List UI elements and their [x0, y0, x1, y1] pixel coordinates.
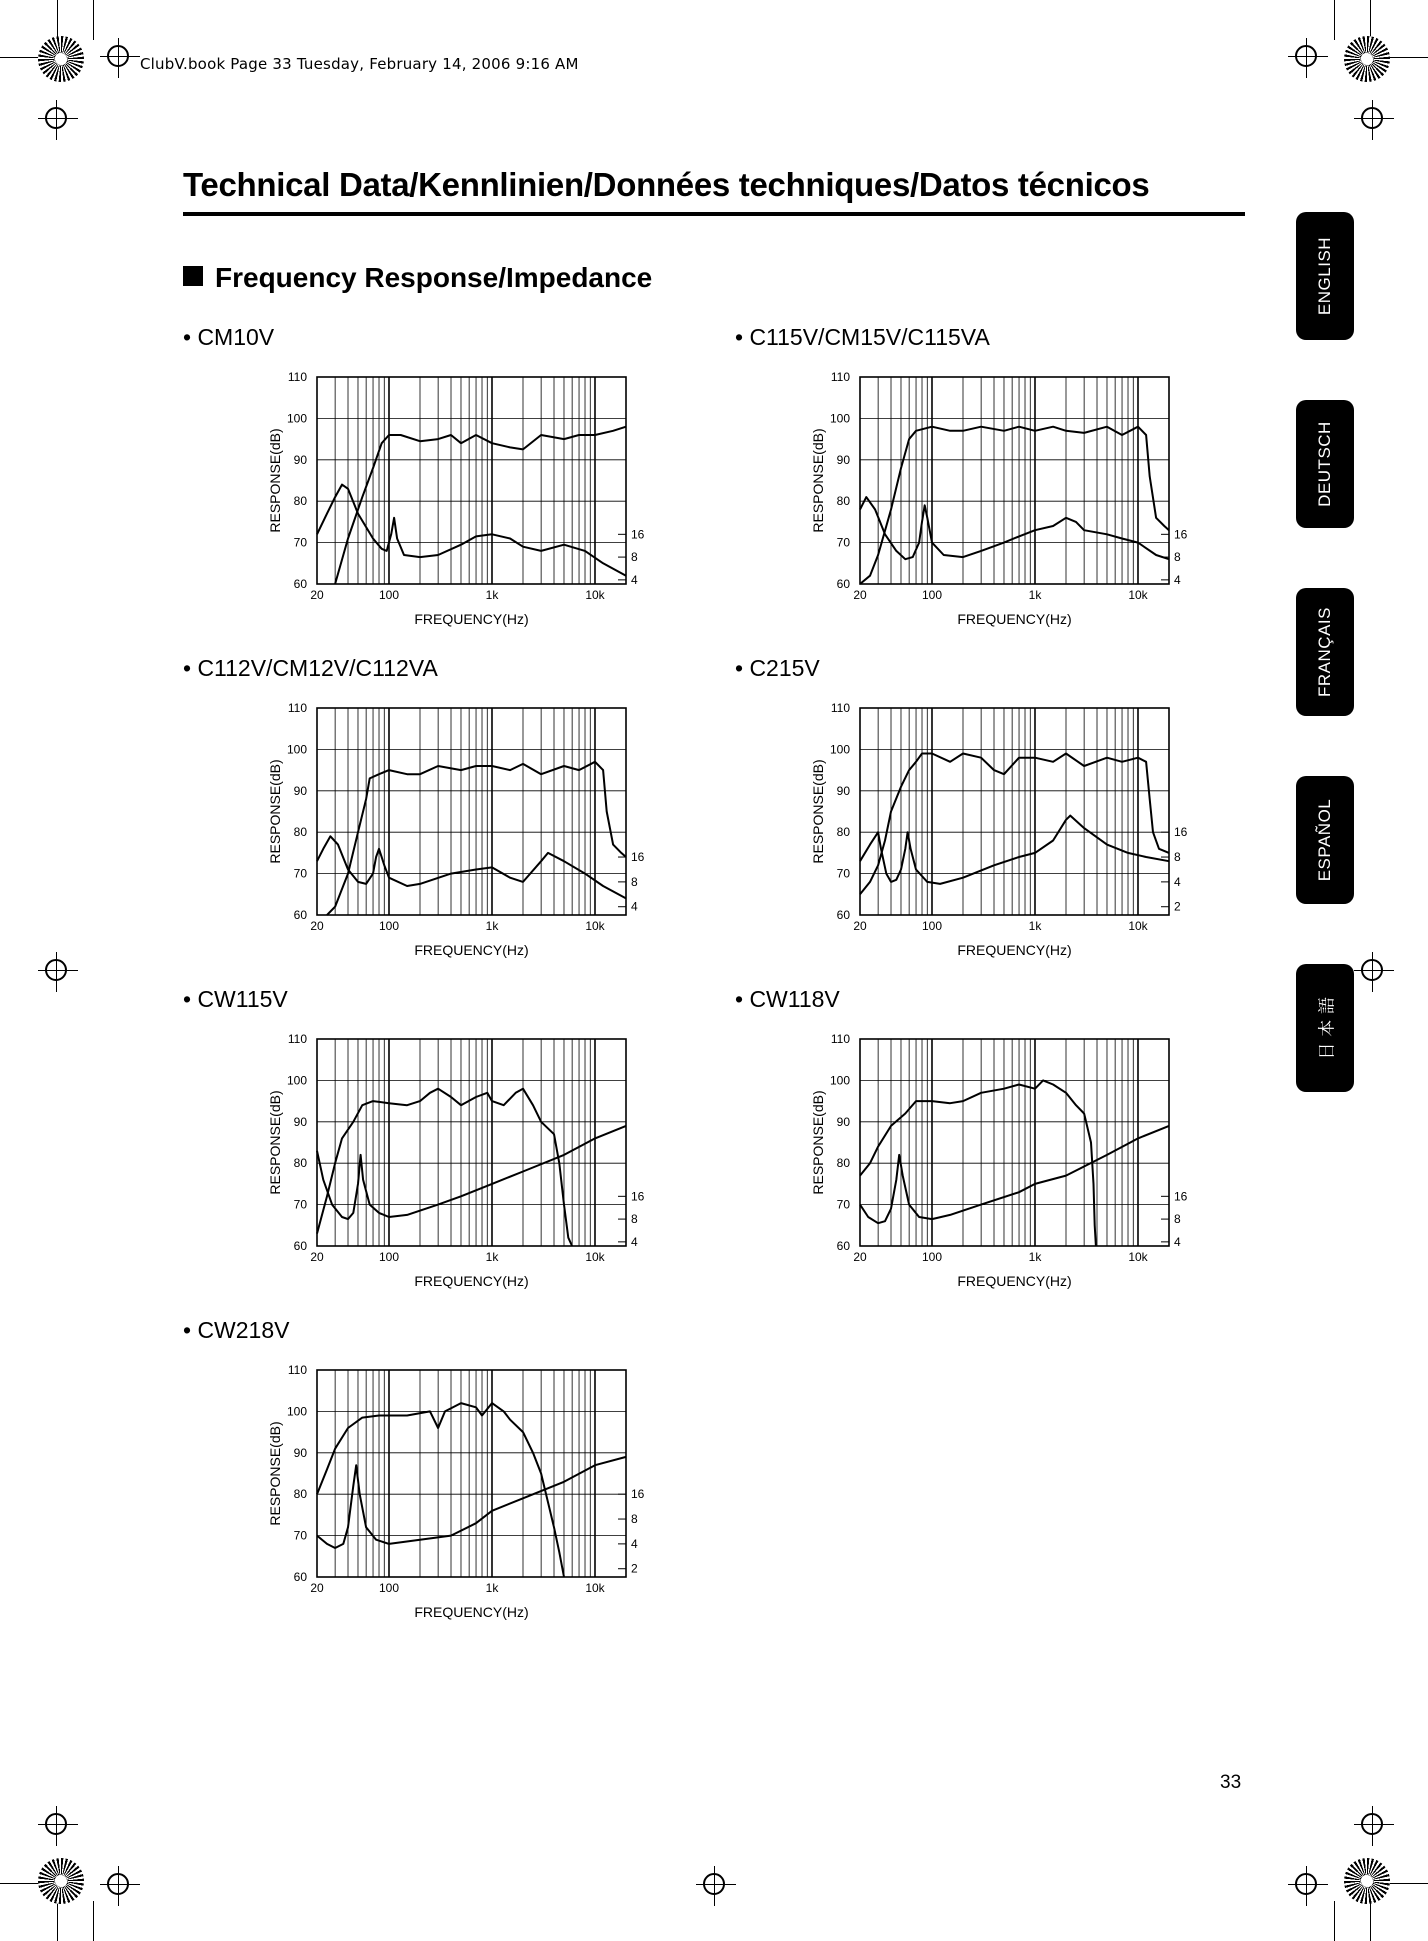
y-tick-label: 100	[286, 1073, 307, 1088]
crop-mark	[1388, 1883, 1428, 1884]
crop-mark	[0, 1883, 40, 1884]
tab-japanese[interactable]	[1296, 964, 1354, 1092]
section-heading	[183, 262, 652, 294]
y-tick-label: 70	[836, 866, 850, 881]
impedance-tick-label: 8	[1174, 550, 1181, 565]
print-header: ClubV.book Page 33 Tuesday, February 14, 2006 9:16 AM	[140, 55, 579, 73]
tab-label: ESPAÑOL	[1315, 798, 1334, 882]
square-bullet-icon	[183, 266, 203, 286]
crop-mark	[1370, 0, 1371, 40]
frequency-response-line	[860, 427, 1169, 584]
impedance-tick-label: 8	[631, 1212, 638, 1227]
x-tick-label: 20	[310, 1250, 324, 1264]
chart-cw115v	[260, 1024, 660, 1296]
impedance-tick-label: 4	[631, 899, 638, 914]
impedance-tick-label: 4	[631, 1234, 638, 1249]
y-tick-label: 60	[293, 1570, 307, 1584]
x-tick-label: 1k	[1028, 919, 1042, 933]
x-tick-label: 10k	[585, 1581, 605, 1595]
y-tick-label: 70	[293, 866, 307, 881]
impedance-tick-label: 8	[631, 550, 638, 565]
y-tick-label: 100	[286, 1404, 307, 1419]
y-tick-label: 110	[287, 701, 307, 715]
impedance-tick-label: 2	[1174, 899, 1181, 914]
registration-mark-icon	[1295, 45, 1317, 67]
y-tick-label: 60	[836, 577, 850, 591]
chart-c215v	[803, 693, 1203, 965]
impedance-tick-label: 16	[631, 1189, 645, 1204]
y-tick-label: 90	[293, 1114, 307, 1129]
y-axis-label: RESPONSE(dB)	[810, 1090, 826, 1195]
x-tick-label: 10k	[1128, 588, 1148, 602]
chart-label-cm10v: • CM10V	[183, 324, 275, 350]
y-tick-label: 110	[830, 1032, 850, 1046]
chart-label-c215v: • C215V	[735, 655, 820, 681]
chart-label-cw118v: • CW118V	[735, 986, 840, 1012]
sunburst-mark-icon	[1344, 36, 1390, 82]
sunburst-mark-icon	[38, 1858, 84, 1904]
registration-mark-icon	[1361, 107, 1383, 129]
y-tick-label: 100	[829, 1073, 850, 1088]
registration-mark-icon	[107, 1873, 129, 1895]
crop-mark	[1334, 0, 1335, 40]
y-tick-label: 60	[836, 908, 850, 922]
registration-mark-icon	[1361, 1813, 1383, 1835]
tab-english[interactable]	[1296, 212, 1354, 340]
y-axis-label: RESPONSE(dB)	[267, 1421, 283, 1526]
impedance-tick-label: 16	[1174, 825, 1188, 840]
y-axis-label: RESPONSE(dB)	[267, 759, 283, 864]
x-tick-label: 100	[378, 1250, 400, 1264]
y-tick-label: 70	[836, 1197, 850, 1212]
x-tick-label: 20	[310, 1581, 324, 1595]
y-tick-label: 90	[293, 452, 307, 467]
impedance-tick-label: 8	[1174, 850, 1181, 865]
impedance-tick-label: 4	[1174, 874, 1181, 889]
x-tick-label: 10k	[585, 1250, 605, 1264]
x-tick-label: 1k	[485, 1581, 499, 1595]
tab-label: FRANÇAIS	[1315, 607, 1334, 697]
tab-label: ENGLISH	[1315, 236, 1334, 316]
chart-label-cw115v: • CW115V	[183, 986, 288, 1012]
registration-mark-icon	[45, 1813, 67, 1835]
y-tick-label: 80	[836, 494, 850, 509]
plot-frame	[317, 1039, 626, 1246]
y-tick-label: 100	[829, 742, 850, 757]
y-axis-label: RESPONSE(dB)	[810, 428, 826, 533]
crop-mark	[1370, 1901, 1371, 1941]
x-tick-label: 1k	[485, 919, 499, 933]
y-axis-label: RESPONSE(dB)	[267, 1090, 283, 1195]
plot-frame	[860, 377, 1169, 584]
plot-frame	[860, 708, 1169, 915]
y-tick-label: 80	[293, 1156, 307, 1171]
x-tick-label: 100	[921, 919, 943, 933]
frequency-response-line	[317, 1403, 564, 1577]
chart-c115v	[803, 362, 1203, 634]
y-tick-label: 60	[293, 577, 307, 591]
chart-cw218v	[260, 1355, 660, 1627]
impedance-tick-label: 16	[1174, 527, 1188, 542]
x-tick-label: 100	[921, 588, 943, 602]
y-tick-label: 110	[830, 370, 850, 384]
plot-frame	[860, 1039, 1169, 1246]
x-axis-label: FREQUENCY(Hz)	[957, 942, 1072, 958]
y-tick-label: 70	[836, 535, 850, 550]
section-title: Frequency Response/Impedance	[215, 262, 653, 293]
x-tick-label: 10k	[585, 919, 605, 933]
impedance-tick-label: 4	[1174, 1234, 1181, 1249]
y-tick-label: 90	[836, 452, 850, 467]
y-tick-label: 110	[287, 370, 307, 384]
y-tick-label: 90	[836, 783, 850, 798]
tab-label: 日 本 語	[1317, 996, 1337, 1060]
x-tick-label: 20	[853, 588, 867, 602]
crop-mark	[1334, 1901, 1335, 1941]
x-tick-label: 20	[310, 919, 324, 933]
x-tick-label: 100	[921, 1250, 943, 1264]
y-tick-label: 80	[293, 825, 307, 840]
impedance-line	[317, 836, 626, 898]
y-tick-label: 90	[836, 1114, 850, 1129]
y-tick-label: 100	[286, 411, 307, 426]
x-axis-label: FREQUENCY(Hz)	[414, 942, 529, 958]
impedance-tick-label: 16	[631, 850, 645, 865]
x-tick-label: 10k	[1128, 1250, 1148, 1264]
y-tick-label: 60	[836, 1239, 850, 1253]
registration-mark-icon	[1361, 959, 1383, 981]
x-tick-label: 20	[853, 1250, 867, 1264]
x-axis-label: FREQUENCY(Hz)	[414, 1273, 529, 1289]
registration-mark-icon	[1295, 1873, 1317, 1895]
x-tick-label: 1k	[485, 1250, 499, 1264]
impedance-tick-label: 16	[631, 527, 645, 542]
impedance-line	[860, 1126, 1169, 1223]
y-tick-label: 60	[293, 908, 307, 922]
page-title: Technical Data/Kennlinien/Données techniques/Datos técnicos	[183, 166, 1150, 203]
x-tick-label: 1k	[1028, 588, 1042, 602]
impedance-tick-label: 2	[631, 1561, 638, 1576]
impedance-tick-label: 4	[1174, 572, 1181, 587]
impedance-line	[860, 497, 1169, 559]
crop-mark	[0, 57, 40, 58]
registration-mark-icon	[703, 1873, 725, 1895]
y-tick-label: 100	[286, 742, 307, 757]
tab-francais[interactable]	[1296, 588, 1354, 716]
tab-espanol[interactable]	[1296, 776, 1354, 904]
title-rule	[183, 212, 1245, 216]
impedance-tick-label: 4	[631, 572, 638, 587]
frequency-response-line	[327, 762, 626, 915]
crop-mark	[57, 0, 58, 40]
plot-frame	[317, 377, 626, 584]
impedance-line	[317, 1457, 626, 1548]
crop-mark	[1388, 57, 1428, 58]
y-axis-label: RESPONSE(dB)	[267, 428, 283, 533]
x-tick-label: 10k	[1128, 919, 1148, 933]
chart-cm10v	[260, 362, 660, 634]
x-axis-label: FREQUENCY(Hz)	[414, 1604, 529, 1620]
x-tick-label: 100	[378, 1581, 400, 1595]
x-tick-label: 10k	[585, 588, 605, 602]
registration-mark-icon	[45, 959, 67, 981]
y-tick-label: 80	[293, 494, 307, 509]
impedance-tick-label: 16	[1174, 1189, 1188, 1204]
registration-mark-icon	[107, 45, 129, 67]
x-axis-label: FREQUENCY(Hz)	[414, 611, 529, 627]
y-tick-label: 90	[293, 783, 307, 798]
y-tick-label: 110	[287, 1363, 307, 1377]
page-number: 33	[1220, 1772, 1242, 1793]
y-tick-label: 80	[293, 1487, 307, 1502]
y-tick-label: 60	[293, 1239, 307, 1253]
frequency-response-line	[860, 754, 1169, 895]
impedance-tick-label: 16	[631, 1487, 645, 1502]
y-tick-label: 80	[836, 825, 850, 840]
y-tick-label: 70	[293, 1197, 307, 1212]
chart-label-c112v: • C112V/CM12V/C112VA	[183, 655, 438, 681]
y-tick-label: 80	[836, 1156, 850, 1171]
crop-mark	[93, 1901, 94, 1941]
x-tick-label: 20	[853, 919, 867, 933]
impedance-line	[317, 485, 626, 576]
tab-deutsch[interactable]	[1296, 400, 1354, 528]
x-tick-label: 20	[310, 588, 324, 602]
sunburst-mark-icon	[1344, 1858, 1390, 1904]
chart-cw118v	[803, 1024, 1203, 1296]
impedance-tick-label: 4	[631, 1536, 638, 1551]
impedance-line	[317, 1126, 626, 1219]
crop-mark	[93, 0, 94, 40]
y-tick-label: 70	[293, 535, 307, 550]
x-tick-label: 100	[378, 588, 400, 602]
impedance-tick-label: 8	[1174, 1212, 1181, 1227]
y-axis-label: RESPONSE(dB)	[810, 759, 826, 864]
x-axis-label: FREQUENCY(Hz)	[957, 611, 1072, 627]
impedance-tick-label: 8	[631, 1512, 638, 1527]
y-tick-label: 70	[293, 1528, 307, 1543]
chart-c112v	[260, 693, 660, 965]
tab-label: DEUTSCH	[1315, 421, 1334, 507]
x-tick-label: 1k	[1028, 1250, 1042, 1264]
chart-label-c115v: • C115V/CM15V/C115VA	[735, 324, 990, 350]
impedance-tick-label: 8	[631, 874, 638, 889]
x-tick-label: 100	[378, 919, 400, 933]
chart-label-cw218v: • CW218V	[183, 1317, 290, 1343]
x-tick-label: 1k	[485, 588, 499, 602]
registration-mark-icon	[45, 107, 67, 129]
y-tick-label: 110	[830, 701, 850, 715]
y-tick-label: 110	[287, 1032, 307, 1046]
x-axis-label: FREQUENCY(Hz)	[957, 1273, 1072, 1289]
sunburst-mark-icon	[38, 36, 84, 82]
y-tick-label: 100	[829, 411, 850, 426]
y-tick-label: 90	[293, 1445, 307, 1460]
crop-mark	[57, 1901, 58, 1941]
